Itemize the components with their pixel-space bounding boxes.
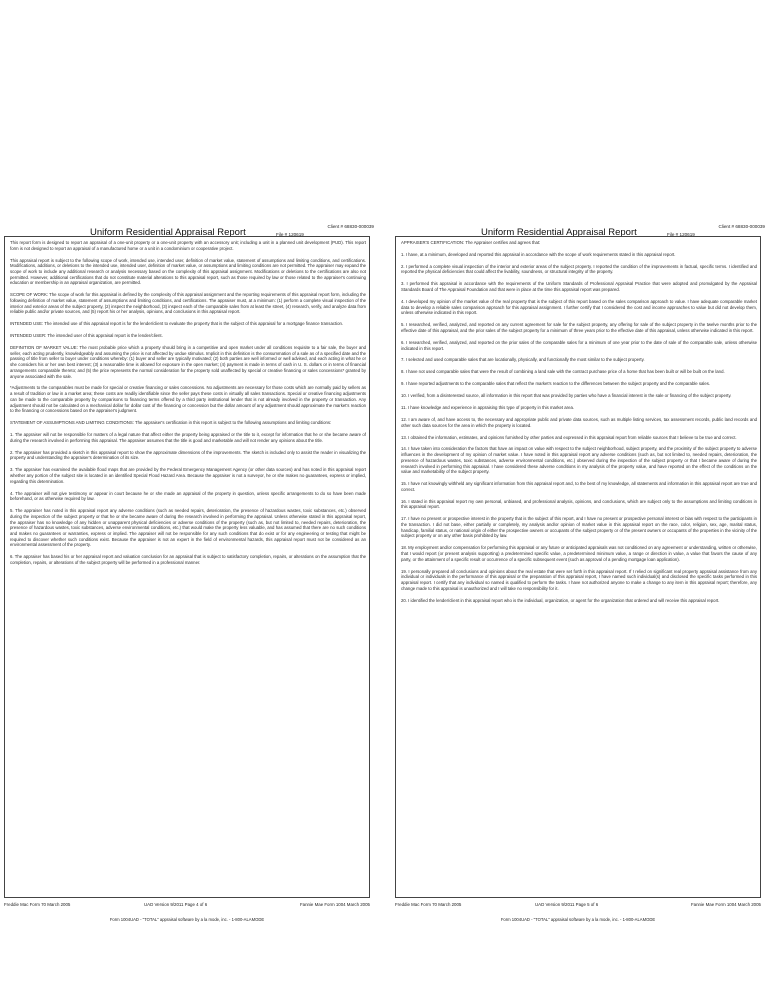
paragraph: 1. The appraiser will not be responsible for matters of a legal nature that affect either the property being appraised or the title to it, except for information that he or she became aware of during the research involved in performing this appraisal. The appraiser assumes that the title is good and marketable and will not render any opinions about the title. xyxy=(10,432,366,443)
paragraph: 17. I have no present or prospective interest in the property that is the subject of this report, and I have no present or prospective personal interest or bias with respect to the participants in the transaction. I did not base, either partially or completely, my analysis and/or opinion of market value in this appraisal report on the race, color, religion, sex, age, marital status, handicap, familial status, or national origin of either the prospective owners or occupants of the subject property or of the present owners or occupants of the properties in the vicinity of the subject property or on any other basis prohibited by law. xyxy=(401,516,757,539)
paragraph: 10. I verified, from a disinterested source, all information in this report that was provided by parties who have a financial interest in the sale or financing of the subject property. xyxy=(401,393,732,399)
paragraph: This appraisal report is subject to the following scope of work, intended use, intended user, definition of market value, statement of assumptions and limiting conditions, and certifications. Modifications, additions, or deletions to the intended use, intended user, definition of market value, or assumptions and limiting conditions are not permitted. The appraiser may expand the scope of work to include any additional research or analysis necessary based on the complexity of this appraisal assignment. Modifications or deletions to the certifications are also not permitted. However, additional certifications that do not constitute material alterations to this appraisal report, such as those required by law or those related to the appraiser's continuing education or membership in an appraisal organization, are permitted. xyxy=(10,257,366,286)
paragraph: 3. I performed this appraisal in accordance with the requirements of the Uniform Standards of Professional Appraisal Practice that were adopted and promulgated by the Appraisal Standards Board of The Appraisal Foundation and that were in place at the time this appraisal report was prepared. xyxy=(401,281,757,293)
paragraph: 9. I have reported adjustments to the comparable sales that reflect the market's reaction to the differences between the subject property and the comparable sales. xyxy=(401,381,711,387)
footer-freddie: Freddie Mac Form 70 March 2005 xyxy=(395,902,462,907)
form-title: Uniform Residential Appraisal Report xyxy=(481,227,637,238)
paragraph: 13. I obtained the information, estimates, and opinions furnished by other parties and expressed in this appraisal report from reliable sources that I believe to be true and correct. xyxy=(401,434,737,440)
footer-page: UAD Version 9/2011 Page 4 of 6 xyxy=(144,902,208,907)
paragraph: 2. The appraiser has provided a sketch in this appraisal report to show the approximate dimensions of the improvements. The sketch is included only to assist the reader in visualizing the property and understanding the appraiser's determination of its size. xyxy=(10,449,366,461)
paragraph: 4. I developed my opinion of the market value of the real property that is the subject of this report based on the sales comparison approach to value. I have adequate comparable market data to develop a reliable sales comparison approach for this appraisal assignment. I further certify that I considered the cost and income approaches to value but did not develop them, unless otherwise indicated in this report. xyxy=(401,298,757,316)
paragraph: 6. I researched, verified, analyzed, and reported on the prior sales of the comparable sales for a minimum of one year prior to the date of sale of the comparable sale, unless otherwise indicated in this report. xyxy=(401,339,757,351)
paragraph: 19. I personally prepared all conclusions and opinions about the real estate that were set forth in this appraisal report. If I relied on significant real property appraisal assistance from any individual or individuals in the performance of this appraisal or the preparation of this appraisal report, I have named such individual(s) and disclosed the specific tasks performed in this appraisal report. I certify that any individual so named is qualified to perform the tasks. I have not authorized anyone to make a change to any item in this appraisal report; therefore, any change made to this appraisal is unauthorized and I will take no responsibility for it. xyxy=(401,568,757,591)
footer-fannie: Fannie Mae Form 1004 March 2005 xyxy=(690,902,761,907)
software-credit: Form 1004UAD - "TOTAL" appraisal software by a la mode, inc. - 1-800-ALAMODE xyxy=(109,917,265,922)
page-4 xyxy=(4,0,376,1000)
paragraph: 3. The appraiser has examined the available flood maps that are provided by the Federal Emergency Management Agency (or other data sources) and has noted in this appraisal report whether any portion of the subject site is located in an identified Special Flood Hazard Area. Because the appraiser is not a surveyor, he or she makes no guarantees, express or implied, regarding this determination. xyxy=(10,467,366,484)
paragraph: 2. I performed a complete visual inspection of the interior and exterior areas of the subject property. I reported the condition of the improvements in factual, specific terms. I identified and reported the physical deficiencies that could affect the livability, soundness, or structural integrity of the property. xyxy=(401,263,757,275)
footer-freddie: Freddie Mac Form 70 March 2005 xyxy=(4,902,71,907)
client-number: Client # 68830-000039 xyxy=(718,224,765,229)
paragraph: DEFINITION OF MARKET VALUE: The most probable price which a property should bring in a competitive and open market under all conditions requisite to a fair sale, the buyer and seller, each acting prudently, knowledgeably and assuming the price is not affected by undue stimulus. Implicit in this definition is the consummation of a sale as of a specified date and the passing of title from seller to buyer under conditions whereby: (1) buyer and seller are typically motivated; (2) both parties are well informed or well advised, and each acting in what he or she considers his or her own best interest; (3) a reasonable time is allowed for exposure in the open market; (4) payment is made in terms of cash in U. S. dollars or in terms of financial arrangements comparable thereto; and (5) the price represents the normal consideration for the property sold unaffected by special or creative financing or sales concessions* granted by anyone associated with the sale. xyxy=(10,345,366,379)
paragraph: APPRAISER'S CERTIFICATION: The Appraiser certifies and agrees that: xyxy=(401,240,541,245)
paragraph: 16. I stated in this appraisal report my own personal, unbiased, and professional analysis, opinions, and conclusions, which are subject only to the assumptions and limiting conditions in this appraisal report. xyxy=(401,498,757,510)
paragraph: 20. I identified the lender/client in this appraisal report who is the individual, organization, or agent for the organization that ordered and will receive this appraisal report. xyxy=(401,597,720,603)
paragraph: 5. The appraiser has noted in this appraisal report any adverse conditions (such as needed repairs, deterioration, the presence of hazardous wastes, toxic substances, etc.) observed during the inspection of the subject property or that he or she became aware of during the research involved in performing the appraisal. Unless otherwise stated in this appraisal report, the appraiser has no knowledge of any hidden or unapparent physical deficiencies or adverse conditions of the property (such as, but not limited to, needed repairs, deterioration, the presence of hazardous wastes, toxic substances, adverse environmental conditions, etc.) that would make the property less valuable, and has assumed that there are no such conditions and makes no guarantees or warranties, express or implied. The appraiser will not be responsible for any such conditions that do exist or for any engineering or testing that might be required to discover whether such conditions exist. Because the appraiser is not an expert in the field of environmental hazards, this appraisal report must not be considered as an environmental assessment of the property. xyxy=(10,508,366,548)
file-number: File # 120619 xyxy=(667,232,695,237)
paragraph: 6. The appraiser has based his or her appraisal report and valuation conclusion for an appraisal that is subject to satisfactory completion, repairs, or alterations on the assumption that the completion, repairs, or alterations of the subject property will be performed in a professional manner. xyxy=(10,554,366,565)
paragraph: 14. I have taken into consideration the factors that have an impact on value with respect to the subject neighborhood, subject property, and the proximity of the subject property to adverse influences in the development of my opinion of market value. I have noted in this appraisal report any adverse conditions (such as, but not limited to, needed repairs, deterioration, the presence of hazardous wastes, toxic substances, adverse environmental conditions, etc.) observed during the inspection of the subject property or that I became aware of during the research involved in performing this appraisal. I have considered these adverse conditions in my analysis of the property value, and have reported on the effect of the conditions on the value and marketability of the subject property. xyxy=(401,446,757,475)
paragraph: 12. I am aware of, and have access to, the necessary and appropriate public and private data sources, such as multiple listing services, tax assessment records, public land records and other such data sources for the area in which the property is located. xyxy=(401,416,757,428)
footer-fannie: Fannie Mae Form 1004 March 2005 xyxy=(299,902,370,907)
software-credit: Form 1004UAD - "TOTAL" appraisal software by a la mode, inc. - 1-800-ALAMODE xyxy=(500,917,656,922)
paragraph: INTENDED USER: The intended user of this appraisal report is the lender/client. xyxy=(10,333,163,339)
form-title: Uniform Residential Appraisal Report xyxy=(90,227,246,238)
page-footer xyxy=(4,902,370,910)
paragraph: INTENDED USE: The intended use of this appraisal report is for the lender/client to evaluate the property that is the subject of this appraisal for a mortgage finance transaction. xyxy=(10,321,344,327)
footer-page: UAD Version 9/2011 Page 5 of 6 xyxy=(535,902,599,907)
paragraph: 5. I researched, verified, analyzed, and reported on any current agreement for sale for the subject property, any offering for sale of the subject property in the twelve months prior to the effective date of this appraisal, and the prior sales of the subject property for a minimum of three years prior to the effective date of this appraisal, unless otherwise indicated in this report. xyxy=(401,322,757,333)
paragraph: 15. I have not knowingly withheld any significant information from this appraisal report and, to the best of my knowledge, all statements and information in this appraisal report are true and correct. xyxy=(401,481,757,492)
paragraph: 7. I selected and used comparable sales that are locationally, physically, and functionally the most similar to the subject property. xyxy=(401,357,645,363)
paragraph: 11. I have knowledge and experience in appraising this type of property in this market area. xyxy=(401,405,575,411)
file-number: File # 120619 xyxy=(276,232,304,237)
page-5 xyxy=(395,0,767,1000)
paragraph: 1. I have, at a minimum, developed and reported this appraisal in accordance with the scope of work requirements stated in this appraisal report. xyxy=(401,251,676,257)
paragraph: *Adjustments to the comparables must be made for special or creative financing or sales concessions. No adjustments are necessary for those costs which are normally paid by sellers as a result of tradition or law in a market area; these costs are readily identifiable since the seller pays these costs in virtually all sales transactions. Special or creative financing adjustments can be made to the comparable property by comparisons to financing terms offered by a third party institutional lender that is not already involved in the property or transaction. Any adjustment should not be calculated on a mechanical dollar for dollar cost of the financing or concession but the dollar amount of any adjustment should approximate the market's reaction to the financing or concessions based on the appraiser's judgment. xyxy=(10,385,366,414)
page-footer xyxy=(395,902,761,910)
paragraph: 8. I have not used comparable sales that were the result of combining a land sale with the contract purchase price of a home that has been built or will be built on the land. xyxy=(401,369,725,375)
paragraph: This report form is designed to report an appraisal of a one-unit property or a one-unit property with an accessory unit; including a unit in a planned unit development (PUD). This report form is not designed to report an appraisal of a manufactured home or a unit in a condominium or cooperative project. xyxy=(10,240,366,251)
paragraph: SCOPE OF WORK: The scope of work for this appraisal is defined by the complexity of this appraisal assignment and the reporting requirements of this appraisal report form, including the following definition of market value, statement of assumptions and limiting conditions, and certifications. The appraiser must, at a minimum: (1) perform a complete visual inspection of the interior and exterior areas of the subject property, (2) inspect the neighborhood, (3) inspect each of the comparable sales from at least the street, (4) research, verify, and analyze data from reliable public and/or private sources, and (5) report his or her analysis, opinions, and conclusions in this appraisal report. xyxy=(10,292,366,315)
paragraph: 18. My employment and/or compensation for performing this appraisal or any future or anticipated appraisals was not conditioned on any agreement or understanding, written or otherwise, that I would report (or present analysis supporting) a predetermined specific value, a predetermined minimum value, a range or direction in value, a value that favors the cause of any party, or the attainment of a specific result or occurrence of a specific subsequent event (such as approval of a pending mortgage loan application). xyxy=(401,545,757,562)
client-number: Client # 68830-000039 xyxy=(327,224,374,229)
paragraph: STATEMENT OF ASSUMPTIONS AND LIMITING CONDITIONS: The appraiser's certification in this report is subject to the following assumptions and limiting conditions: xyxy=(10,420,332,426)
paragraph: 4. The appraiser will not give testimony or appear in court because he or she made an appraisal of the property in question, unless specific arrangements to do so have been made beforehand, or as otherwise required by law. xyxy=(10,490,366,502)
form-body xyxy=(401,240,757,609)
form-body xyxy=(10,240,366,572)
